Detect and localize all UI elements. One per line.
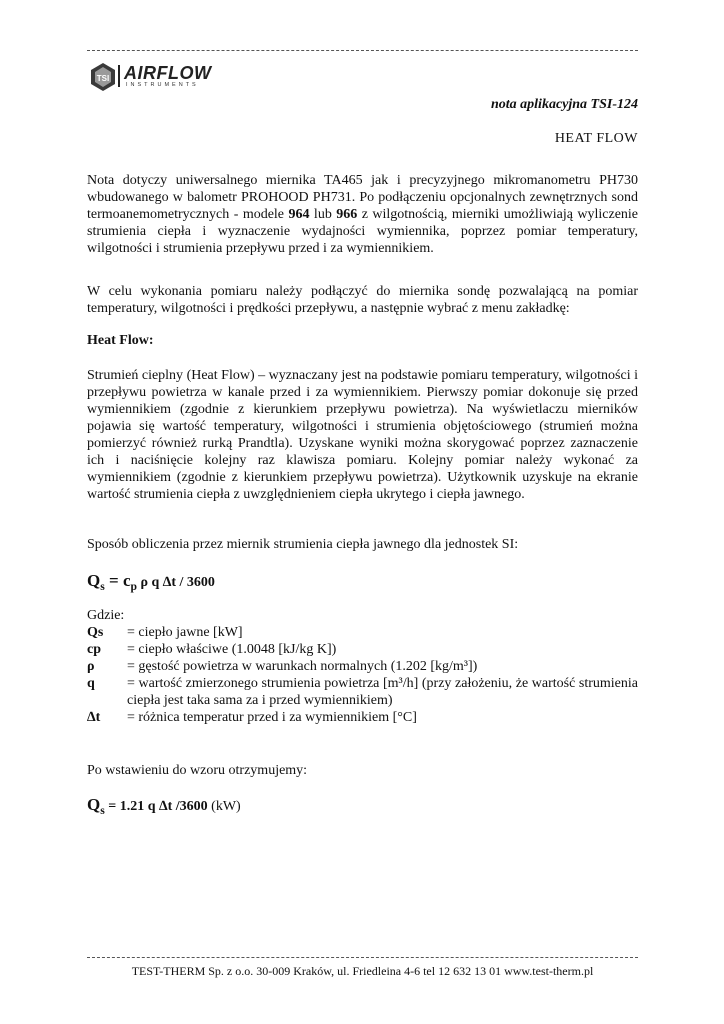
model-966: 966 (336, 207, 358, 222)
final-rest: = 1.21 q ∆t /3600 (104, 799, 208, 814)
intro-text-c: z wilgotnością, mierniki umożliwiają wyliczenie strumienia ciepła i wyznaczenie wydajności wymiennika, poprzez pomiar temperatury, wilgotności i strumienia przepływu przed i za wymiennikiem. (87, 207, 639, 256)
logo-subtitle: INSTRUMENTS (126, 82, 199, 88)
definitions-list (87, 607, 638, 726)
formula-q-sub: s (100, 579, 105, 593)
logo-separator (118, 65, 120, 87)
definition-row (87, 641, 638, 658)
definition-row (87, 709, 638, 726)
doc-title: HEAT FLOW (554, 131, 638, 146)
def-symbol: q (87, 676, 95, 691)
note-title: nota aplikacyjna TSI-124 (490, 97, 638, 112)
instruction-paragraph: W celu wykonania pomiaru należy podłączyć do miernika sondę pozwalającą na pomiar temperatury, wilgotności i prędkości przepływu, a następnie wybrać z menu zakładkę: (87, 284, 638, 316)
final-unit: (kW) (207, 799, 241, 814)
definition-row (87, 624, 638, 641)
model-964: 964 (288, 207, 310, 222)
def-symbol: ρ (87, 659, 95, 674)
def-text: = gęstość powietrza w warunkach normalnych (1.202 [kg/m³]) (127, 659, 478, 674)
formula-rest: ρ q ∆t / 3600 (137, 575, 215, 590)
substitution-text: Po wstawieniu do wzoru otrzymujemy: (87, 763, 308, 778)
final-q: Q (87, 795, 101, 814)
where-label: Gdzie: (87, 608, 125, 623)
final-q-sub: s (100, 803, 105, 817)
def-text: = ciepło właściwe (1.0048 [kJ/kg K]) (127, 642, 337, 657)
def-symbol: cp (87, 642, 101, 657)
formula-cp-sub: p (130, 579, 137, 593)
tsi-badge-icon (90, 62, 116, 92)
section-heading: Heat Flow: (87, 333, 154, 348)
tsi-badge-text: TSI (96, 74, 110, 83)
def-text: = różnica temperatur przed i za wymiennikiem [°C] (127, 710, 417, 725)
footer-contact: TEST-THERM Sp. z o.o. 30-009 Kraków, ul. Friedleina 4-6 tel 12 632 13 01 www.test-therm.pl (131, 964, 594, 978)
calculation-intro: Sposób obliczenia przez miernik strumienia ciepła jawnego dla jednostek SI: (87, 537, 519, 552)
footer-divider (87, 957, 638, 958)
def-symbol: Qs (87, 625, 104, 640)
def-text: = wartość zmierzonego strumienia powietrza [m³/h] (przy założeniu, że wartość strumienia ciepła jest taka sama za i przed wymiennikiem) (127, 676, 638, 708)
formula-eq: = c (104, 571, 131, 590)
def-symbol: ∆t (87, 710, 101, 725)
formula-q: Q (87, 571, 101, 590)
definition-row (87, 675, 638, 709)
def-text: = ciepło jawne [kW] (127, 625, 243, 640)
intro-paragraph (87, 172, 638, 257)
sensible-heat-formula (87, 571, 215, 593)
final-formula (87, 795, 241, 817)
header-divider (87, 50, 638, 51)
tsi-airflow-logo (90, 60, 230, 94)
intro-text-b: lub (309, 207, 337, 222)
intro-text-a: Nota dotyczy uniwersalnego miernika TA465 jak i precyzyjnego mikromanometru PH730 wbudowanego w balometr PROHOOD PH731. Po podłączeniu opcjonalnych zewnętrznych sond termoanemometrycznych - modele (87, 173, 638, 222)
heat-flow-description: Strumień cieplny (Heat Flow) – wyznaczany jest na podstawie pomiaru temperatury, wilgotności i przepływu powietrza w kanale przed i za wymiennikiem. Pierwszy pomiar dokonuje się przed wymiennikiem (zgodnie z kierunkiem przepływu powietrza). Na wyświetlaczu mierników pojawia się wartość temperatury, wilgotności i strumienia objętościowego (strumień można pomierzyć również rurką Prandtla). Uzyskane wyniki można skorygować poprzez zaznaczenie ich i naciśnięcie kolejny raz klawisza pomiaru. Kolejny pomiar należy wykonać za wymiennikiem (zgodnie z kierunkiem przepływu powietrza). Użytkownik uzyskuje na ekranie wartość strumienia ciepła z uwzględnieniem ciepła ukrytego i ciepła jawnego. (87, 368, 638, 502)
logo-text: AIRFLOW (124, 63, 212, 83)
definition-row (87, 658, 638, 675)
